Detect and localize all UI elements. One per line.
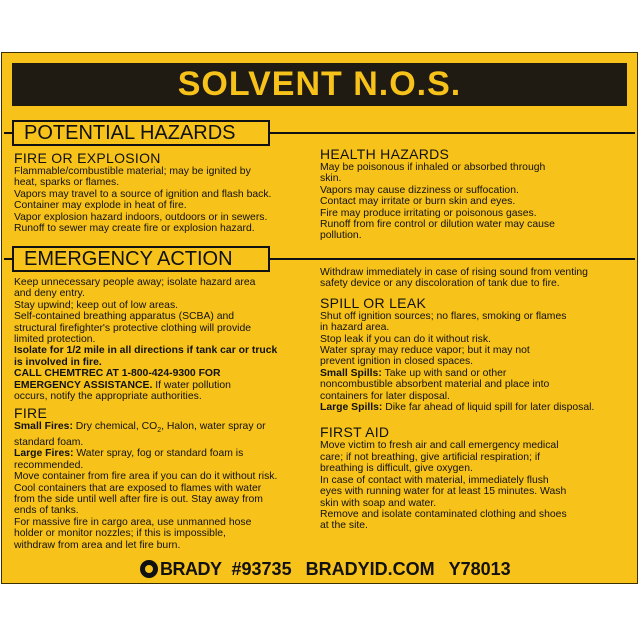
text-line: May be poisonous if inhaled or absorbed through xyxy=(320,162,546,173)
brady-logo-icon xyxy=(140,560,158,578)
emergency-right-block xyxy=(320,267,632,532)
section-rule-left xyxy=(4,258,12,260)
section-rule-left xyxy=(4,132,12,134)
text-line: skin. xyxy=(320,173,342,185)
brady-logo xyxy=(140,559,222,580)
text-line: Stay upwind; keep out of low areas. xyxy=(14,299,179,311)
text-line: Self-contained breathing apparatus (SCBA) and xyxy=(14,311,235,323)
text-line: Move victim to fresh air and call emergency medical xyxy=(320,440,559,452)
text-line: Container may explode in heat of fire. xyxy=(14,200,187,212)
large-fires-label: Large Fires: xyxy=(14,448,74,460)
text-line: Vapor explosion hazard indoors, outdoors or in sewers. xyxy=(14,211,268,223)
large-spills-label: Large Spills: xyxy=(320,402,383,414)
emergency-assist-bold: EMERGENCY ASSISTANCE. xyxy=(14,379,153,391)
health-hazards-block xyxy=(320,147,630,242)
text-line: Vapors may cause dizziness or suffocation. xyxy=(320,184,519,196)
potential-hazards-heading: POTENTIAL HAZARDS xyxy=(12,120,270,146)
section-rule-right xyxy=(270,258,635,260)
small-fires-text: , Halon, water spray or xyxy=(161,421,266,433)
emergency-assist-text: If water pollution xyxy=(152,379,231,391)
co2-subscript: 2 xyxy=(157,427,162,435)
label-title: SOLVENT N.O.S. xyxy=(12,63,627,106)
text-line-bold: is involved in fire. xyxy=(14,356,102,368)
text-line: heat, sparks or flames. xyxy=(14,177,120,189)
first-aid-heading: FIRST AID xyxy=(320,424,390,441)
small-fires-line xyxy=(14,421,316,436)
text-line: Remove and isolate contaminated clothing and shoes xyxy=(320,508,567,520)
small-spills-line xyxy=(320,368,632,379)
label-footer xyxy=(140,558,525,580)
website: BRADYID.COM xyxy=(305,558,435,579)
small-spills-text: Take up with sand or other xyxy=(381,367,507,379)
large-fires-text: Water spray, fog or standard foam is xyxy=(73,448,244,460)
text-line: limited protection. xyxy=(14,334,96,346)
text-line: Move container from fire area if you can do it without risk. xyxy=(14,471,278,483)
fire-explosion-block xyxy=(14,151,314,234)
text-line: care; if not breathing, give artificial respiration; if xyxy=(320,451,541,463)
text-line: Water spray may reduce vapor; but it may not xyxy=(320,345,530,357)
text-line: in hazard area. xyxy=(320,322,390,334)
large-spills-line xyxy=(320,402,632,413)
text-line: prevent ignition in closed spaces. xyxy=(320,356,474,368)
text-line: recommended. xyxy=(14,459,84,471)
part-number: #93735 xyxy=(231,558,292,579)
brady-brand: BRADY xyxy=(160,558,222,579)
large-fires-line xyxy=(14,448,316,459)
text-line-bold: CALL CHEMTREC AT 1-800-424-9300 FOR xyxy=(14,368,221,380)
text-line: eyes with running water for at least 15 minutes. Wash xyxy=(320,486,567,498)
text-line: Shut off ignition sources; no flares, smoking or flames xyxy=(320,310,567,322)
text-line: occurs, notify the appropriate authorities. xyxy=(14,391,202,403)
text-line: holder or monitor nozzles; if this is impossible, xyxy=(14,528,226,540)
spill-leak-heading: SPILL OR LEAK xyxy=(320,294,427,311)
emergency-general-block xyxy=(14,277,316,551)
small-fires-text: Dry chemical, CO xyxy=(72,421,158,433)
large-spills-text: Dike far ahead of liquid spill for later disposal. xyxy=(382,402,595,414)
text-line: at the site. xyxy=(320,520,368,532)
text-line: ends of tanks. xyxy=(14,505,79,517)
text-line: Withdraw immediately in case of rising sound from venting xyxy=(320,267,588,278)
small-spills-label: Small Spills: xyxy=(320,367,382,379)
small-fires-label: Small Fires: xyxy=(14,421,73,433)
text-line: safety device or any discoloration of tank due to fire. xyxy=(320,278,560,290)
text-line: pollution. xyxy=(320,230,362,242)
text-line: standard foam. xyxy=(14,436,84,448)
text-line: Stop leak if you can do it without risk. xyxy=(320,333,491,345)
emergency-action-heading: EMERGENCY ACTION xyxy=(12,246,270,272)
text-line: breathing is difficult, give oxygen. xyxy=(320,463,473,475)
text-line: noncombustible absorbent material and place into xyxy=(320,379,550,391)
text-line: structural firefighter's protective clothing will provide xyxy=(14,322,252,334)
text-line: Cool containers that are exposed to flames with water xyxy=(14,482,262,494)
text-line: Vapors may travel to a source of ignition and flash back. xyxy=(14,188,272,200)
text-line xyxy=(14,380,316,391)
hazard-label xyxy=(1,52,638,584)
text-line: Runoff from fire control or dilution water may cause xyxy=(320,219,555,231)
text-line: For massive fire in cargo area, use unmanned hose xyxy=(14,516,252,528)
text-line: Flammable/combustible material; may be ignited by xyxy=(14,166,251,177)
text-line: containers for later disposal. xyxy=(320,390,450,402)
text-line-bold: Isolate for 1/2 mile in all directions if tank car or truck xyxy=(14,345,278,357)
health-hazards-heading: HEALTH HAZARDS xyxy=(320,146,450,162)
fire-heading: FIRE xyxy=(14,405,48,422)
text-line: Keep unnecessary people away; isolate hazard area xyxy=(14,277,256,288)
text-line: withdraw from area and let fire burn. xyxy=(14,539,181,551)
text-line: In case of contact with material, immediately flush xyxy=(320,474,549,486)
text-line: from the side until well after fire is out. Stay away from xyxy=(14,493,263,505)
text-line: skin with soap and water. xyxy=(320,497,437,509)
text-line: and deny entry. xyxy=(14,288,85,300)
product-code: Y78013 xyxy=(448,558,511,579)
text-line: Fire may produce irritating or poisonous gases. xyxy=(320,207,537,219)
fire-explosion-heading: FIRE OR EXPLOSION xyxy=(14,150,161,166)
text-line: Contact may irritate or burn skin and eyes. xyxy=(320,196,516,208)
text-line: Runoff to sewer may create fire or explosion hazard. xyxy=(14,223,255,235)
section-rule-right xyxy=(270,132,635,134)
